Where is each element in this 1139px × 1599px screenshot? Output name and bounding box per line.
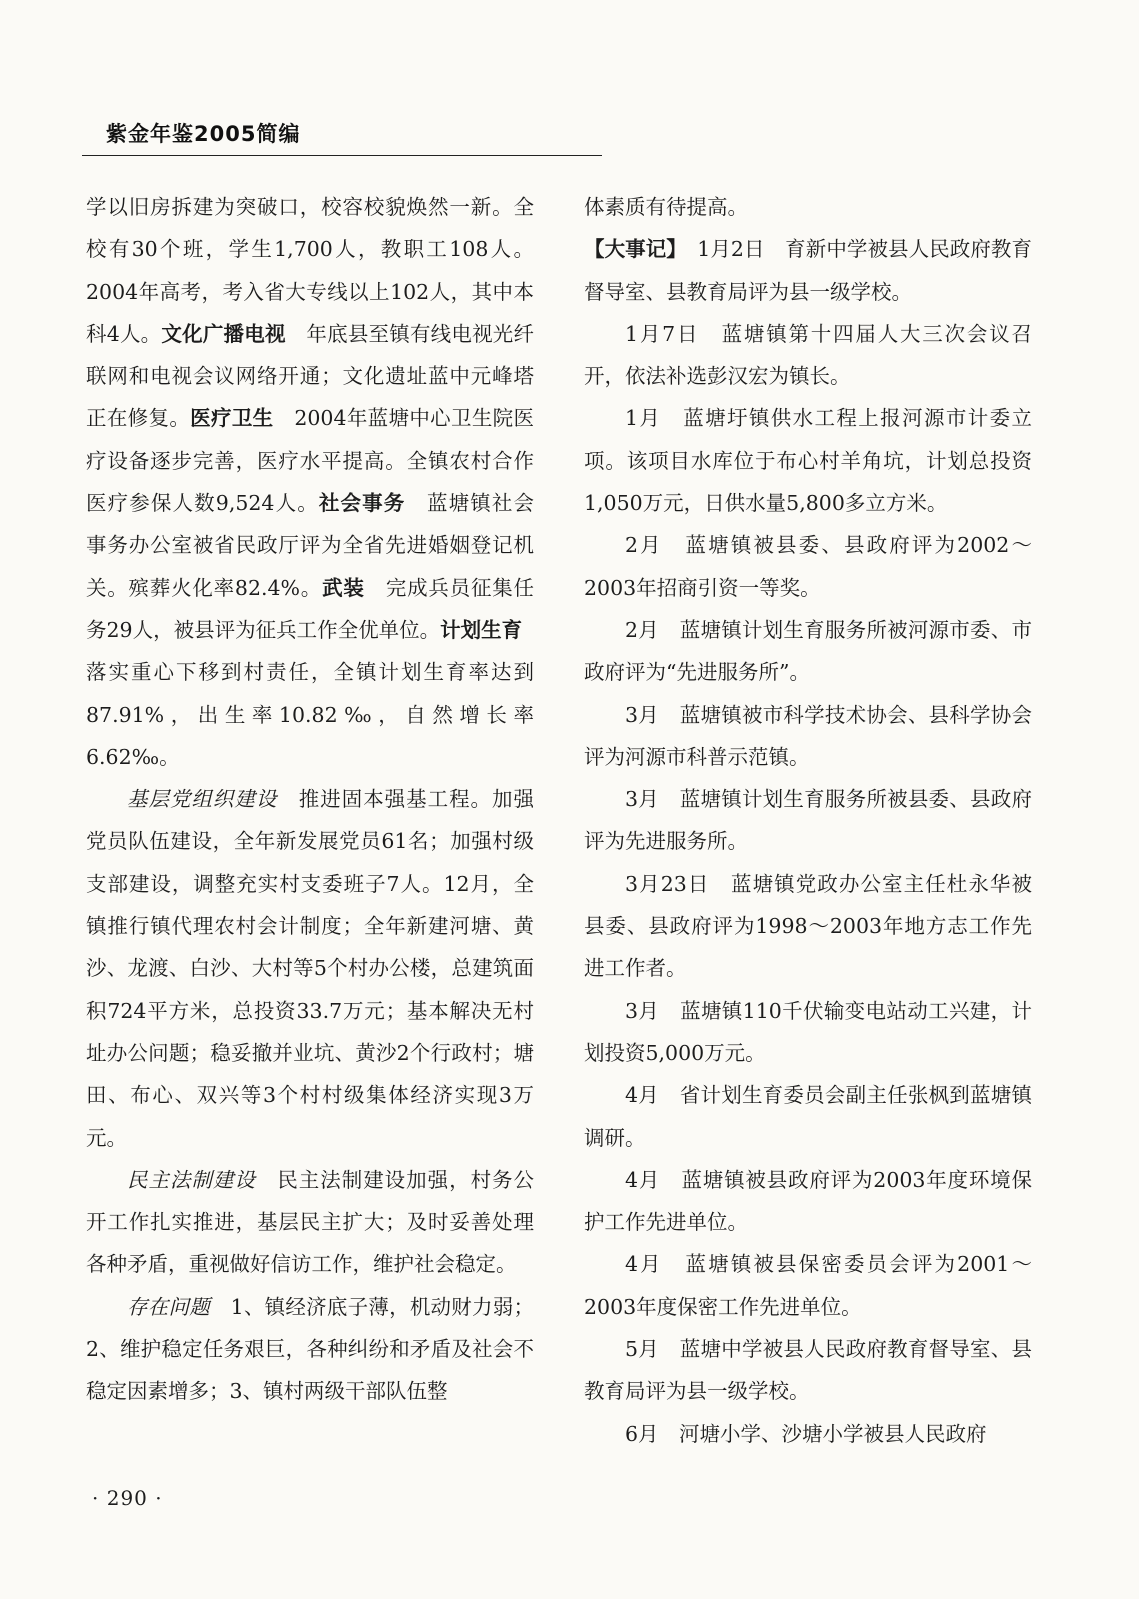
body-text: 落实重心下移到村责任，全镇计划生育率达到87.91%，出生率10.82‰，自然增长率6.62‰。	[86, 617, 543, 769]
body-text: 2004年蓝塘中心卫生院医疗设备逐步完善，医疗水平提高。全镇农村合作医疗参保人数9,524人。	[86, 406, 535, 516]
body-text: 1、镇经济底子薄，机动财力弱；2、维护稳定任务艰巨，各种纠纷和矛盾及社会不稳定因素增多；3、镇村两级干部队伍整	[86, 1294, 534, 1404]
body-text: 推进固本强基工程。加强党员队伍建设，全年新发展党员61名；加强村级支部建设，调整充实村支委班子7人。12月，全镇推行镇代理农村会计制度；全年新建河塘、黄沙、龙渡、白沙、大村等5个村办公楼，总建筑面积724平方米，总投资33.7万元；基本解决无村址办公问题；稳妥撤并业坑、黄沙2个行政村；塘田、布心、双兴等3个村村级集体经济实现3万元。	[86, 787, 535, 1150]
event-entry: 6月 河塘小学、沙塘小学被县人民政府	[625, 1421, 987, 1446]
paragraph-democracy-law	[86, 1159, 534, 1286]
event-entry: 3月 蓝塘镇110千伏输变电站动工兴建，计划投资5,000万元。	[584, 998, 1032, 1065]
event-entry: 3月 蓝塘镇计划生育服务所被县委、县政府评为先进服务所。	[584, 787, 1032, 854]
section-heading-armed-forces: 武装	[322, 575, 365, 600]
subsection-heading: 存在问题	[127, 1294, 210, 1319]
chronicle-intro	[584, 228, 1032, 313]
event-entry: 1月 蓝塘圩镇供水工程上报河源市计委立项。该项目水库位于布心村羊角坑，计划总投资1,050万元，日供水量5,800多立方米。	[584, 406, 1032, 516]
subsection-heading: 民主法制建设	[127, 1167, 256, 1192]
paragraph-existing-problems	[86, 1286, 534, 1413]
section-heading-social-affairs: 社会事务	[318, 491, 406, 516]
subsection-heading: 基层党组织建设	[127, 787, 278, 812]
section-heading-health: 医疗卫生	[190, 406, 274, 431]
chronicle-heading: 【大事记】	[584, 237, 677, 262]
section-heading-family-planning: 计划生育	[440, 617, 523, 642]
event-entry: 4月 蓝塘镇被县政府评为2003年度环境保护工作先进单位。	[584, 1167, 1032, 1235]
event-entry: 1月2日 育新中学被县人民政府教育督导室、县教育局评为县一级学校。	[584, 237, 1033, 304]
continuation-text: 体素质有待提高。	[584, 195, 748, 219]
event-entry: 2月 蓝塘镇被县委、县政府评为2002～2003年招商引资一等奖。	[584, 533, 1032, 600]
event-entry: 4月 省计划生育委员会副主任张枫到蓝塘镇调研。	[584, 1083, 1032, 1150]
event-entry: 4月 蓝塘镇被县保密委员会评为2001～2003年度保密工作先进单位。	[584, 1252, 1032, 1319]
section-heading-culture-broadcast: 文化广播电视	[161, 321, 286, 346]
event-entry: 5月 蓝塘中学被县人民政府教育督导室、县教育局评为县一级学校。	[584, 1337, 1032, 1404]
body-text: 年底县至镇有线电视光纤联网和电视会议网络开通；文化遗址蓝中元峰塔正在修复。	[86, 321, 535, 431]
left-column	[86, 186, 543, 1413]
paragraph-school-culture-health	[86, 186, 543, 778]
body-text: 学以旧房拆建为突破口，校容校貌焕然一新。全校有30个班，学生1,700人，教职工108人。2004年高考，考入省大专线以上102人，其中本科4人。	[86, 195, 534, 346]
paragraph-party-building	[86, 778, 534, 1159]
page-number: · 290 ·	[92, 1486, 163, 1510]
body-text: 完成兵员征集任务29人，被县评为征兵工作全优单位。	[86, 575, 535, 642]
header-rule	[82, 155, 602, 156]
running-title: 紫金年鉴2005简编	[106, 122, 301, 146]
event-entry: 1月7日 蓝塘镇第十四届人大三次会议召开，依法补选彭汉宏为镇长。	[584, 321, 1032, 389]
event-entry: 3月23日 蓝塘镇党政办公室主任杜永华被县委、县政府评为1998～2003年地方志工作先进工作者。	[584, 871, 1032, 981]
right-column	[584, 186, 1032, 1455]
event-entry: 3月 蓝塘镇被市科学技术协会、县科学协会评为河源市科普示范镇。	[584, 702, 1032, 769]
body-text: 民主法制建设加强，村务公开工作扎实推进，基层民主扩大；及时妥善处理各种矛盾，重视做好信访工作，维护社会稳定。	[86, 1167, 535, 1277]
body-text: 蓝塘镇社会事务办公室被省民政厅评为全省先进婚姻登记机关。殡葬火化率82.4%。	[86, 491, 535, 600]
event-entry: 2月 蓝塘镇计划生育服务所被河源市委、市政府评为“先进服务所”。	[584, 617, 1032, 685]
